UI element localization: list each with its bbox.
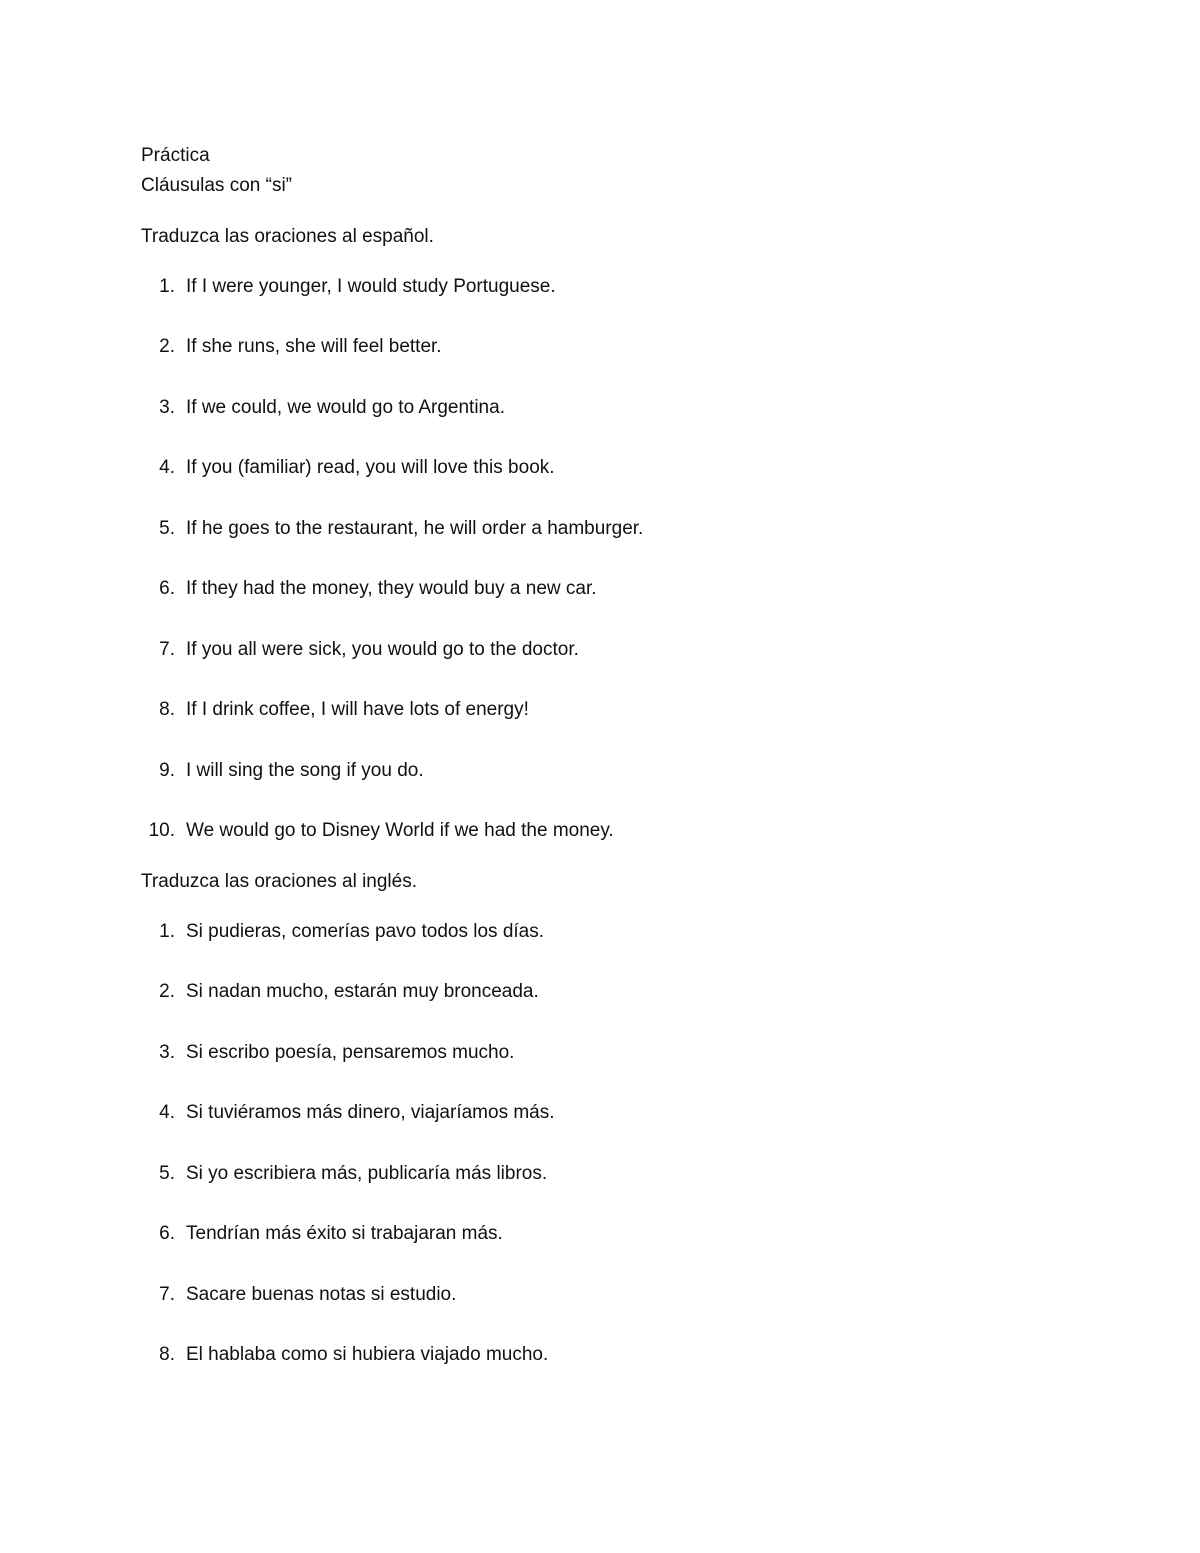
- item-text: If she runs, she will feel better.: [186, 336, 442, 357]
- list-item: [115, 395, 1015, 421]
- item-text: Si pudieras, comerías pavo todos los días.: [186, 921, 545, 942]
- page-subtitle: Cláusulas con “si”: [141, 175, 292, 196]
- item-text: If I were younger, I would study Portuguese.: [186, 276, 556, 297]
- item-number: 4.: [159, 1102, 175, 1123]
- item-number: 7.: [159, 1284, 175, 1305]
- item-text: El hablaba como si hubiera viajado mucho.: [186, 1344, 549, 1365]
- item-text: If he goes to the restaurant, he will order a hamburger.: [186, 518, 644, 539]
- item-text: If we could, we would go to Argentina.: [186, 397, 505, 418]
- list-item: [115, 274, 1015, 300]
- list-item: [115, 979, 1015, 1005]
- item-text: I will sing the song if you do.: [186, 760, 424, 781]
- item-number: 7.: [159, 639, 175, 660]
- list-item: [115, 334, 1015, 360]
- list-item: [115, 1040, 1015, 1066]
- item-number: 8.: [159, 1344, 175, 1365]
- item-text: If they had the money, they would buy a new car.: [186, 578, 597, 599]
- item-text: Tendrían más éxito si trabajaran más.: [186, 1223, 503, 1244]
- item-text: Si escribo poesía, pensaremos mucho.: [186, 1042, 515, 1063]
- list-item: [115, 1342, 1015, 1368]
- item-number: 4.: [159, 457, 175, 478]
- list-item: [115, 1100, 1015, 1126]
- list-item: [115, 637, 1015, 663]
- list-item: [115, 1282, 1015, 1308]
- list-item: [115, 919, 1015, 945]
- item-number: 3.: [159, 397, 175, 418]
- item-number: 5.: [159, 518, 175, 539]
- list-item: [115, 576, 1015, 602]
- item-text: Si tuviéramos más dinero, viajaríamos más.: [186, 1102, 555, 1123]
- item-number: 8.: [159, 699, 175, 720]
- item-number: 1.: [159, 276, 175, 297]
- item-text: Sacare buenas notas si estudio.: [186, 1284, 457, 1305]
- page-title: Práctica: [141, 145, 210, 166]
- item-text: If I drink coffee, I will have lots of energy!: [186, 699, 529, 720]
- item-number: 9.: [159, 760, 175, 781]
- list-item: [115, 516, 1015, 542]
- item-number: 6.: [159, 1223, 175, 1244]
- list-item: [115, 697, 1015, 723]
- item-number: 2.: [159, 981, 175, 1002]
- item-number: 2.: [159, 336, 175, 357]
- item-number: 6.: [159, 578, 175, 599]
- item-text: Si yo escribiera más, publicaría más libros.: [186, 1163, 548, 1184]
- item-text: If you (familiar) read, you will love this book.: [186, 457, 555, 478]
- item-text: Si nadan mucho, estarán muy bronceada.: [186, 981, 539, 1002]
- section1-instruction: Traduzca las oraciones al español.: [141, 226, 434, 247]
- list-item: [115, 1221, 1015, 1247]
- list-item: [115, 818, 1015, 844]
- item-text: If you all were sick, you would go to the doctor.: [186, 639, 579, 660]
- item-number: 1.: [159, 921, 175, 942]
- item-number: 5.: [159, 1163, 175, 1184]
- item-text: We would go to Disney World if we had the money.: [186, 820, 614, 841]
- section2-instruction: Traduzca las oraciones al inglés.: [141, 871, 417, 892]
- item-number: 10.: [148, 820, 175, 841]
- list-item: [115, 758, 1015, 784]
- item-number: 3.: [159, 1042, 175, 1063]
- list-item: [115, 455, 1015, 481]
- list-item: [115, 1161, 1015, 1187]
